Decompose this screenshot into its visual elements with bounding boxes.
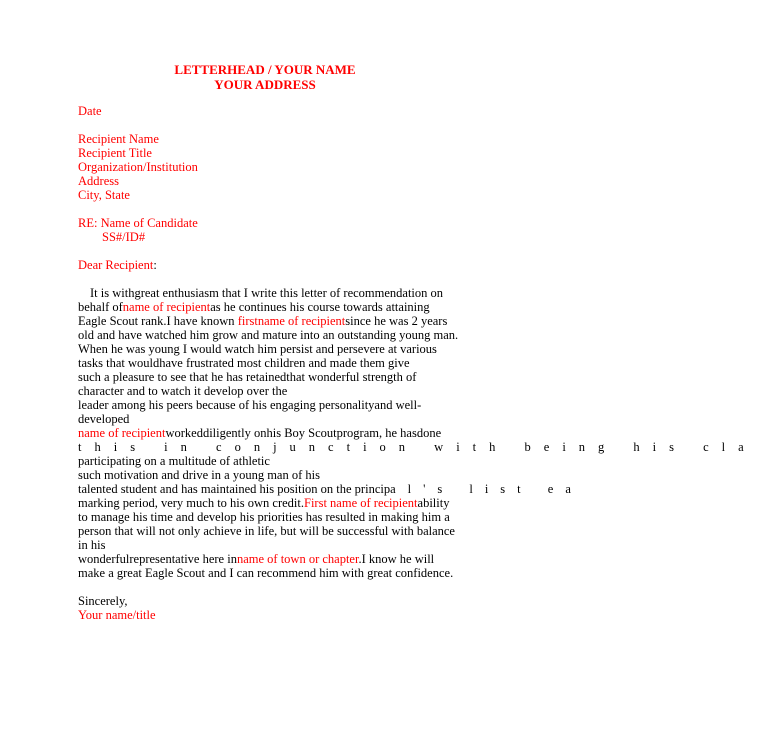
- placeholder-first-name: First name of recipient: [304, 496, 418, 510]
- placeholder-town-chapter: name of town or chapter: [236, 552, 359, 566]
- body-line: to manage his time and develop his priorities has resulted in making him a: [78, 510, 450, 524]
- body-line: It is withgreat enthusiasm that I write this letter of recommendation on: [90, 286, 444, 300]
- body-text: al's list ea: [390, 482, 583, 496]
- placeholder-first-name: firstname of recipient: [237, 314, 346, 328]
- salutation: [78, 258, 157, 272]
- body-line: [78, 496, 530, 510]
- body-text: ability: [417, 496, 450, 510]
- body-line: this in conjunction with being his cla: [78, 440, 757, 454]
- recipient-city-state: City, State: [78, 188, 130, 202]
- body-line: [78, 300, 530, 314]
- body-line: When he was young I would watch him persist and persevere at various: [78, 342, 437, 356]
- body-line: make a great Eagle Scout and I can recommend him with great confidence.: [78, 566, 454, 580]
- body-line: character and to watch it develop over the: [78, 384, 288, 398]
- body-text: talented student and has maintained his position on the princip: [78, 482, 391, 496]
- salutation-text: Dear Recipient: [78, 258, 154, 272]
- date-field: Date: [78, 104, 102, 118]
- placeholder-recipient-name: name of recipient: [122, 300, 211, 314]
- body-line: person that will not only achieve in life, but will be successful with balance: [78, 524, 455, 538]
- body-text: as he continues his course towards attaining: [210, 300, 430, 314]
- body-line: in his: [78, 538, 106, 552]
- body-line: [78, 314, 530, 328]
- body-text: .I know he will: [358, 552, 435, 566]
- body-text: behalf of: [78, 300, 123, 314]
- re-candidate: RE: Name of Candidate: [78, 216, 198, 230]
- recipient-title: Recipient Title: [78, 146, 152, 160]
- body-line: [78, 426, 530, 440]
- recipient-organization: Organization/Institution: [78, 160, 198, 174]
- body-line: [78, 552, 530, 566]
- re-id: SS#/ID#: [102, 230, 146, 244]
- letterhead-line1: LETTERHEAD / YOUR NAME: [174, 62, 356, 77]
- body-text: workeddiligently onhis Boy Scoutprogram, he hasdone: [165, 426, 442, 440]
- body-line: such a pleasure to see that he has retainedthat wonderful strength of: [78, 370, 417, 384]
- body-line: [78, 482, 583, 496]
- recipient-name: Recipient Name: [78, 132, 159, 146]
- body-line: old and have watched him grow and mature into an outstanding young man.: [78, 328, 459, 342]
- closing-sincerely: Sincerely,: [78, 594, 128, 608]
- placeholder-recipient-name: name of recipient: [78, 426, 166, 440]
- body-line: developed: [78, 412, 130, 426]
- signature-name-title: Your name/title: [78, 608, 156, 622]
- body-text: since he was 2 years: [345, 314, 448, 328]
- salutation-colon: :: [153, 258, 157, 272]
- body-line: tasks that wouldhave frustrated most children and made them give: [78, 356, 410, 370]
- body-text: Eagle Scout rank.I have known: [78, 314, 238, 328]
- body-text: wonderfulrepresentative here in: [78, 552, 237, 566]
- body-line: such motivation and drive in a young man of his: [78, 468, 320, 482]
- body-text: marking period, very much to his own credit.: [78, 496, 304, 510]
- body-line: leader among his peers because of his engaging personalityand well-: [78, 398, 422, 412]
- recipient-address: Address: [78, 174, 119, 188]
- body-line: participating on a multitude of athletic: [78, 454, 270, 468]
- letterhead-line2: YOUR ADDRESS: [214, 77, 316, 92]
